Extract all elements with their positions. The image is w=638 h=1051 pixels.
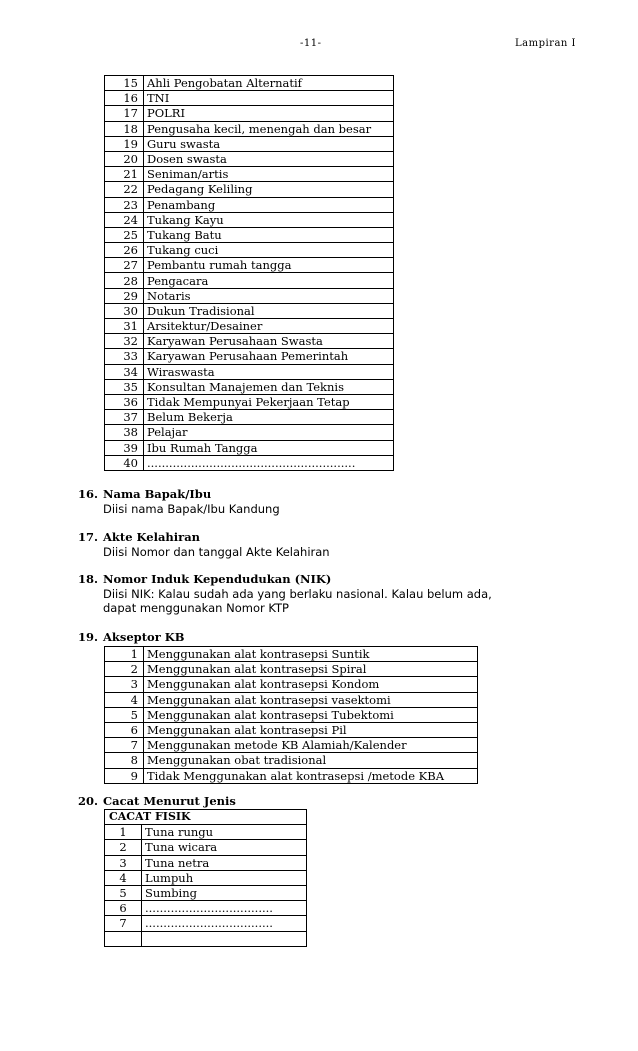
table-row bbox=[105, 425, 394, 440]
row-label: Pedagang Keliling bbox=[144, 182, 394, 197]
row-code: 37 bbox=[105, 410, 144, 425]
row-label: Menggunakan obat tradisional bbox=[144, 753, 478, 768]
row-label: ................................... bbox=[142, 901, 307, 916]
row-code: 32 bbox=[105, 334, 144, 349]
section-number: 20. bbox=[78, 794, 99, 808]
table-row bbox=[105, 916, 307, 931]
row-code: 3 bbox=[105, 677, 144, 692]
row-label: Menggunakan alat kontrasepsi Suntik bbox=[144, 647, 478, 662]
row-label: ......................................................... bbox=[144, 455, 394, 470]
row-code: 38 bbox=[105, 425, 144, 440]
row-code: 6 bbox=[105, 722, 144, 737]
table-row bbox=[105, 91, 394, 106]
row-label: Menggunakan alat kontrasepsi Kondom bbox=[144, 677, 478, 692]
row-code: 35 bbox=[105, 379, 144, 394]
row-label: Pelajar bbox=[144, 425, 394, 440]
row-label: Arsitektur/Desainer bbox=[144, 319, 394, 334]
row-label: Menggunakan alat kontrasepsi Spiral bbox=[144, 662, 478, 677]
table-row bbox=[105, 212, 394, 227]
row-label: Lumpuh bbox=[142, 870, 307, 885]
table-row bbox=[105, 440, 394, 455]
table-row bbox=[105, 288, 394, 303]
row-label: Menggunakan alat kontrasepsi Tubektomi bbox=[144, 707, 478, 722]
row-label: Sumbing bbox=[142, 885, 307, 900]
row-code: 29 bbox=[105, 288, 144, 303]
table-row bbox=[105, 182, 394, 197]
section-number: 16. bbox=[78, 487, 99, 501]
row-code: 15 bbox=[105, 76, 144, 91]
table-row bbox=[105, 753, 478, 768]
row-label: Tuna rungu bbox=[142, 825, 307, 840]
table-row bbox=[105, 394, 394, 409]
row-label: Pengacara bbox=[144, 273, 394, 288]
row-code: 5 bbox=[105, 707, 144, 722]
table-header-row bbox=[105, 810, 307, 825]
table-header: CACAT FISIK bbox=[105, 810, 307, 825]
row-code: 3 bbox=[105, 855, 142, 870]
section-number: 17. bbox=[78, 530, 99, 544]
table-row bbox=[105, 151, 394, 166]
row-label: TNI bbox=[144, 91, 394, 106]
table-row bbox=[105, 319, 394, 334]
table-row bbox=[105, 303, 394, 318]
row-code: 21 bbox=[105, 167, 144, 182]
row-label: Menggunakan alat kontrasepsi vasektomi bbox=[144, 692, 478, 707]
row-label: Tidak Mempunyai Pekerjaan Tetap bbox=[144, 394, 394, 409]
row-label: Tukang Kayu bbox=[144, 212, 394, 227]
row-code: 23 bbox=[105, 197, 144, 212]
table-row bbox=[105, 136, 394, 151]
section-18 bbox=[78, 572, 598, 616]
table-row bbox=[105, 349, 394, 364]
section-description: Diisi NIK: Kalau sudah ada yang berlaku nasional. Kalau belum ada, bbox=[103, 586, 492, 601]
table-row bbox=[105, 840, 307, 855]
table-row bbox=[105, 197, 394, 212]
section-19 bbox=[78, 630, 598, 645]
row-label: Tuna wicara bbox=[142, 840, 307, 855]
occupation-table bbox=[104, 75, 394, 471]
kb-acceptor-table bbox=[104, 646, 478, 784]
page-number: -11- bbox=[300, 38, 322, 49]
row-label: Karyawan Perusahaan Swasta bbox=[144, 334, 394, 349]
row-code: 2 bbox=[105, 662, 144, 677]
row-code: 22 bbox=[105, 182, 144, 197]
row-label: Pengusaha kecil, menengah dan besar bbox=[144, 121, 394, 136]
row-code: 18 bbox=[105, 121, 144, 136]
section-description: Diisi Nomor dan tanggal Akte Kelahiran bbox=[103, 544, 330, 559]
table-row bbox=[105, 76, 394, 91]
row-label: Notaris bbox=[144, 288, 394, 303]
row-code: 8 bbox=[105, 753, 144, 768]
page-label: Lampiran I bbox=[515, 38, 576, 49]
row-label: Tuna netra bbox=[142, 855, 307, 870]
row-code: 33 bbox=[105, 349, 144, 364]
table-row bbox=[105, 364, 394, 379]
row-label: Seniman/artis bbox=[144, 167, 394, 182]
row-label bbox=[142, 931, 307, 946]
row-label: Konsultan Manajemen dan Teknis bbox=[144, 379, 394, 394]
section-20 bbox=[78, 794, 598, 809]
row-code: 25 bbox=[105, 227, 144, 242]
table-row bbox=[105, 243, 394, 258]
row-label: POLRI bbox=[144, 106, 394, 121]
row-code: 2 bbox=[105, 840, 142, 855]
section-title: Nama Bapak/Ibu bbox=[103, 487, 212, 501]
row-code: 36 bbox=[105, 394, 144, 409]
row-code: 26 bbox=[105, 243, 144, 258]
row-code: 6 bbox=[105, 901, 142, 916]
row-label: Menggunakan metode KB Alamiah/Kalender bbox=[144, 738, 478, 753]
table-row bbox=[105, 855, 307, 870]
table-row bbox=[105, 870, 307, 885]
table-row bbox=[105, 768, 478, 783]
table-row bbox=[105, 121, 394, 136]
row-label: Dosen swasta bbox=[144, 151, 394, 166]
row-label: Ahli Pengobatan Alternatif bbox=[144, 76, 394, 91]
table-row bbox=[105, 677, 478, 692]
row-label: Wiraswasta bbox=[144, 364, 394, 379]
table-row bbox=[105, 227, 394, 242]
row-code: 4 bbox=[105, 692, 144, 707]
row-code: 39 bbox=[105, 440, 144, 455]
row-code: 16 bbox=[105, 91, 144, 106]
row-code: 28 bbox=[105, 273, 144, 288]
row-label: Guru swasta bbox=[144, 136, 394, 151]
section-description: Diisi nama Bapak/Ibu Kandung bbox=[103, 501, 280, 516]
row-label: Tukang cuci bbox=[144, 243, 394, 258]
table-row bbox=[105, 258, 394, 273]
page-header bbox=[0, 38, 638, 54]
row-code: 27 bbox=[105, 258, 144, 273]
section-16 bbox=[78, 487, 598, 516]
row-code: 24 bbox=[105, 212, 144, 227]
row-label: Pembantu rumah tangga bbox=[144, 258, 394, 273]
section-title: Nomor Induk Kependudukan (NIK) bbox=[103, 572, 332, 586]
row-label: Tidak Menggunakan alat kontrasepsi /metode KBA bbox=[144, 768, 478, 783]
table-row bbox=[105, 455, 394, 470]
row-label: ................................... bbox=[142, 916, 307, 931]
disability-table bbox=[104, 809, 307, 947]
table-row bbox=[105, 738, 478, 753]
row-code: 1 bbox=[105, 825, 142, 840]
table-row bbox=[105, 885, 307, 900]
table-row bbox=[105, 273, 394, 288]
row-code: 7 bbox=[105, 916, 142, 931]
row-code: 9 bbox=[105, 768, 144, 783]
row-code: 17 bbox=[105, 106, 144, 121]
row-label: Karyawan Perusahaan Pemerintah bbox=[144, 349, 394, 364]
table-row bbox=[105, 692, 478, 707]
table-row bbox=[105, 825, 307, 840]
row-label: Dukun Tradisional bbox=[144, 303, 394, 318]
section-17 bbox=[78, 530, 598, 559]
row-code: 30 bbox=[105, 303, 144, 318]
section-number: 19. bbox=[78, 630, 99, 644]
row-code: 5 bbox=[105, 885, 142, 900]
row-label: Menggunakan alat kontrasepsi Pil bbox=[144, 722, 478, 737]
row-code: 40 bbox=[105, 455, 144, 470]
section-title: Akseptor KB bbox=[103, 630, 185, 644]
table-row bbox=[105, 334, 394, 349]
table-row bbox=[105, 901, 307, 916]
table-row bbox=[105, 410, 394, 425]
row-code: 34 bbox=[105, 364, 144, 379]
table-row bbox=[105, 647, 478, 662]
row-label: Belum Bekerja bbox=[144, 410, 394, 425]
row-label: Tukang Batu bbox=[144, 227, 394, 242]
section-title: Cacat Menurut Jenis bbox=[103, 794, 236, 808]
table-row bbox=[105, 167, 394, 182]
table-row bbox=[105, 662, 478, 677]
table-row bbox=[105, 931, 307, 946]
section-number: 18. bbox=[78, 572, 99, 586]
row-code: 20 bbox=[105, 151, 144, 166]
row-label: Penambang bbox=[144, 197, 394, 212]
row-code: 7 bbox=[105, 738, 144, 753]
table-row bbox=[105, 106, 394, 121]
row-code: 19 bbox=[105, 136, 144, 151]
section-description: dapat menggunakan Nomor KTP bbox=[103, 601, 289, 615]
table-row bbox=[105, 722, 478, 737]
row-label: Ibu Rumah Tangga bbox=[144, 440, 394, 455]
row-code: 1 bbox=[105, 647, 144, 662]
row-code: 31 bbox=[105, 319, 144, 334]
row-code bbox=[105, 931, 142, 946]
row-code: 4 bbox=[105, 870, 142, 885]
section-title: Akte Kelahiran bbox=[103, 530, 201, 544]
table-row bbox=[105, 707, 478, 722]
table-row bbox=[105, 379, 394, 394]
